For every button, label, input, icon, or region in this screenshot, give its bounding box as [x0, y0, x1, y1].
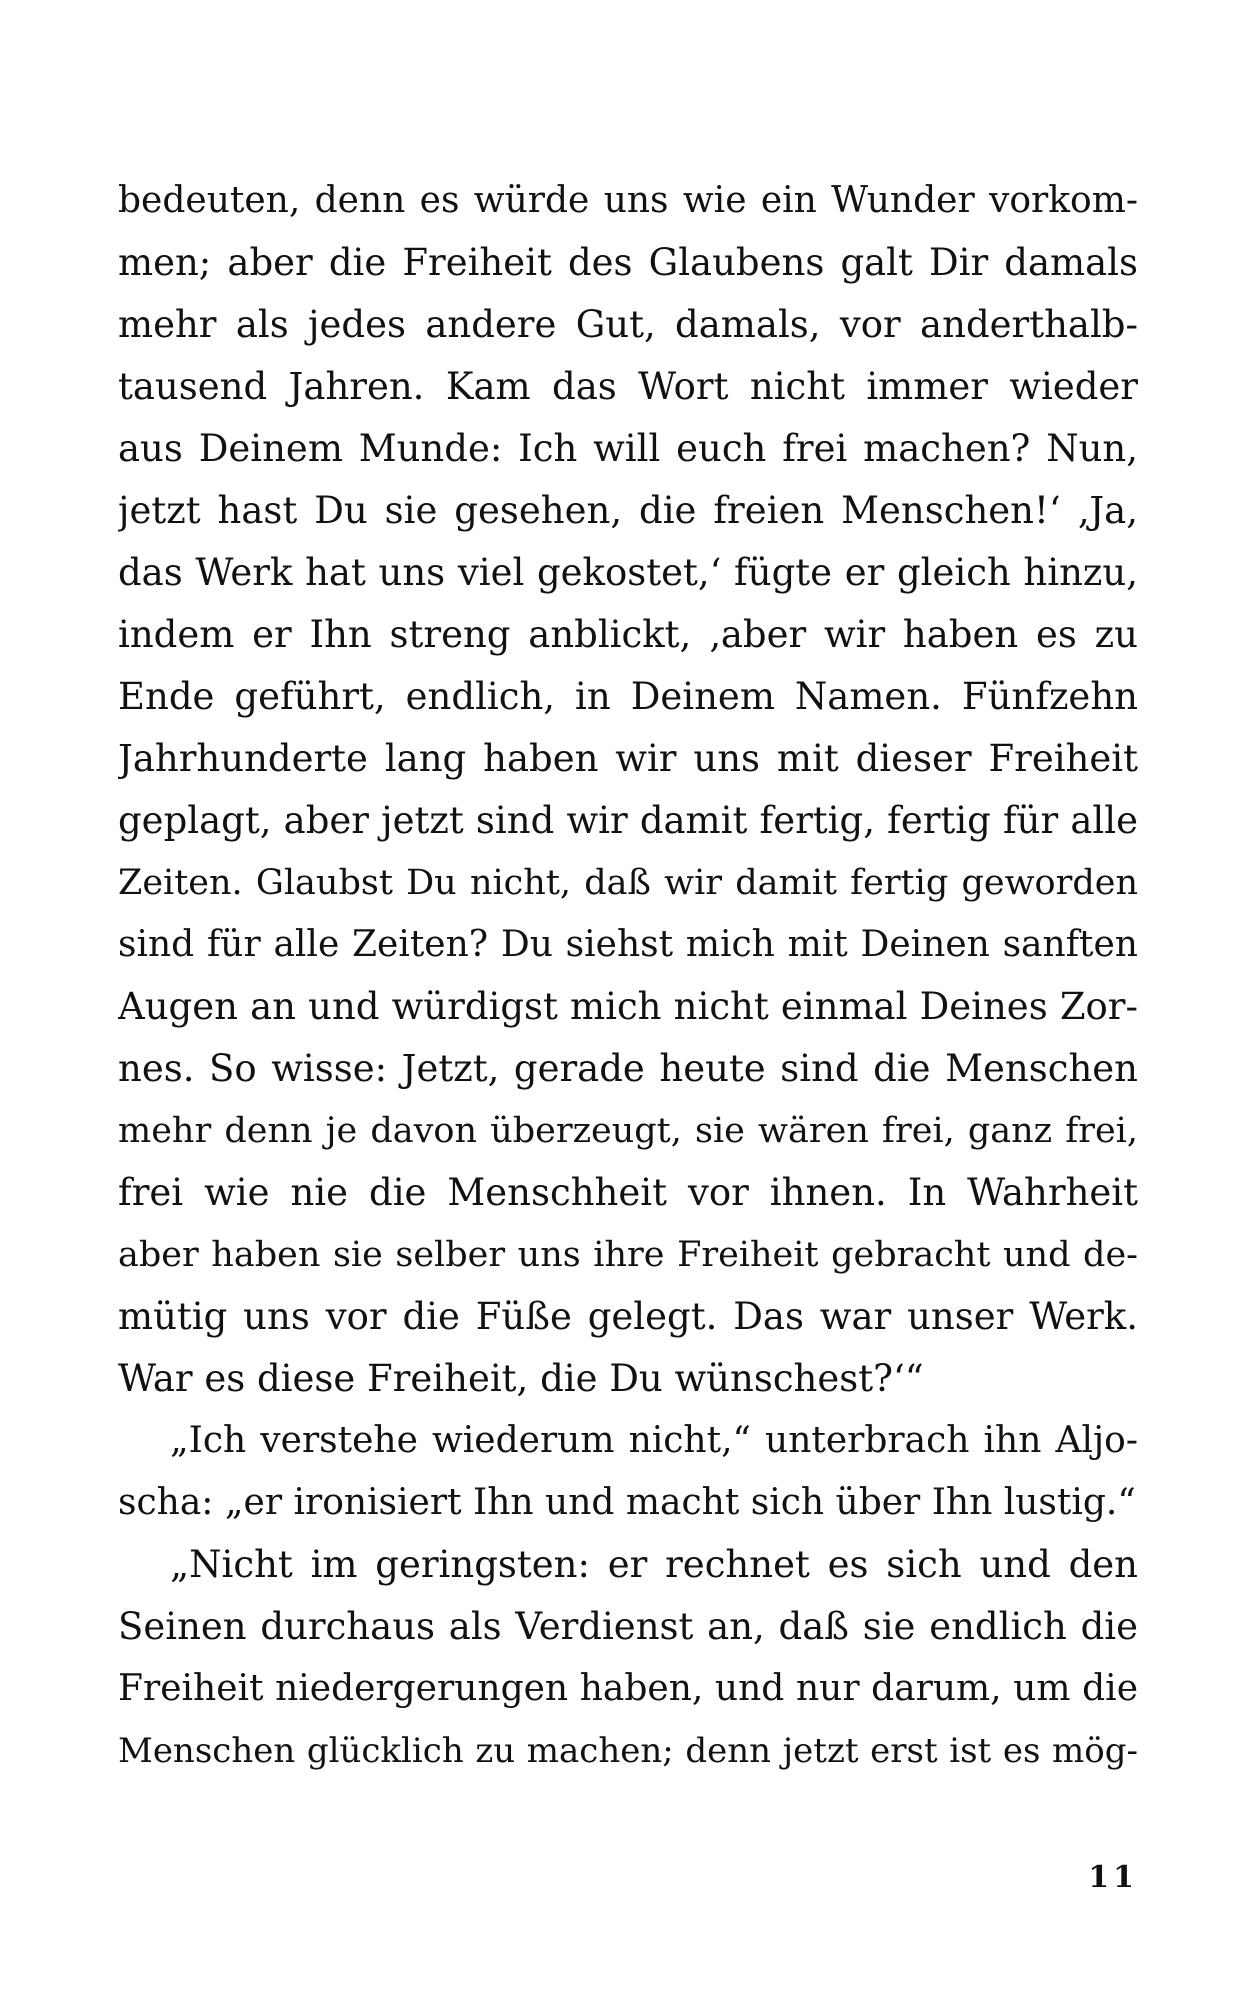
text-line: Freiheit niedergerungen haben, und nur darum, um die — [118, 1668, 1138, 1709]
text-line: Seinen durchaus als Verdienst an, daß sie endlich die — [118, 1605, 1138, 1648]
text-line: Zeiten. Glaubst Du nicht, daß wir damit fertig geworden — [118, 863, 1138, 903]
text-line: jetzt hast Du sie gesehen, die freien Menschen!‘ ‚Ja, — [118, 489, 1138, 532]
page-number: 11 — [1088, 1860, 1138, 1895]
text-line: Menschen glücklich zu machen; denn jetzt erst ist es mög- — [118, 1731, 1138, 1771]
text-line-paragraph-start: „Ich verstehe wiederum nicht,“ unterbrach ihn Aljo- — [170, 1420, 1138, 1461]
text-line: tausend Jahren. Kam das Wort nicht immer wieder — [118, 365, 1138, 408]
text-line: aus Deinem Munde: Ich will euch frei machen? Nun, — [118, 427, 1138, 470]
text-line: Jahrhunderte lang haben wir uns mit dieser Freiheit — [118, 737, 1138, 780]
text-line-paragraph-start: „Nicht im geringsten: er rechnet es sich und den — [170, 1543, 1138, 1586]
text-line: bedeuten, denn es würde uns wie ein Wunder vorkom- — [118, 180, 1138, 221]
text-line: geplagt, aber jetzt sind wir damit fertig, fertig für alle — [118, 799, 1138, 842]
text-line: nes. So wisse: Jetzt, gerade heute sind die Menschen — [118, 1047, 1138, 1090]
text-line: Augen an und würdigst mich nicht einmal Deines Zor- — [118, 985, 1138, 1028]
text-line: Ende geführt, endlich, in Deinem Namen. Fünfzehn — [118, 675, 1138, 718]
text-line: men; aber die Freiheit des Glaubens galt Dir damals — [118, 241, 1138, 284]
text-line: das Werk hat uns viel gekostet,‘ fügte er gleich hinzu, — [118, 551, 1138, 594]
text-line: mehr als jedes andere Gut, damals, vor anderthalb- — [118, 303, 1138, 346]
text-line: aber haben sie selber uns ihre Freiheit gebracht und de- — [118, 1235, 1138, 1275]
text-line: mütig uns vor die Füße gelegt. Das war unser Werk. — [118, 1295, 1138, 1338]
text-line-paragraph-end: War es diese Freiheit, die Du wünschest?‘“ — [118, 1357, 924, 1400]
text-line: sind für alle Zeiten? Du siehst mich mit Deinen sanften — [118, 924, 1138, 965]
text-line: indem er Ihn streng anblickt, ‚aber wir haben es zu — [118, 613, 1138, 656]
text-line-paragraph-end: scha: „er ironisiert Ihn und macht sich über Ihn lustig.“ — [118, 1482, 1136, 1523]
text-line: frei wie nie die Menschheit vor ihnen. In Wahrheit — [118, 1171, 1138, 1214]
text-line: mehr denn je davon überzeugt, sie wären frei, ganz frei, — [118, 1111, 1138, 1151]
